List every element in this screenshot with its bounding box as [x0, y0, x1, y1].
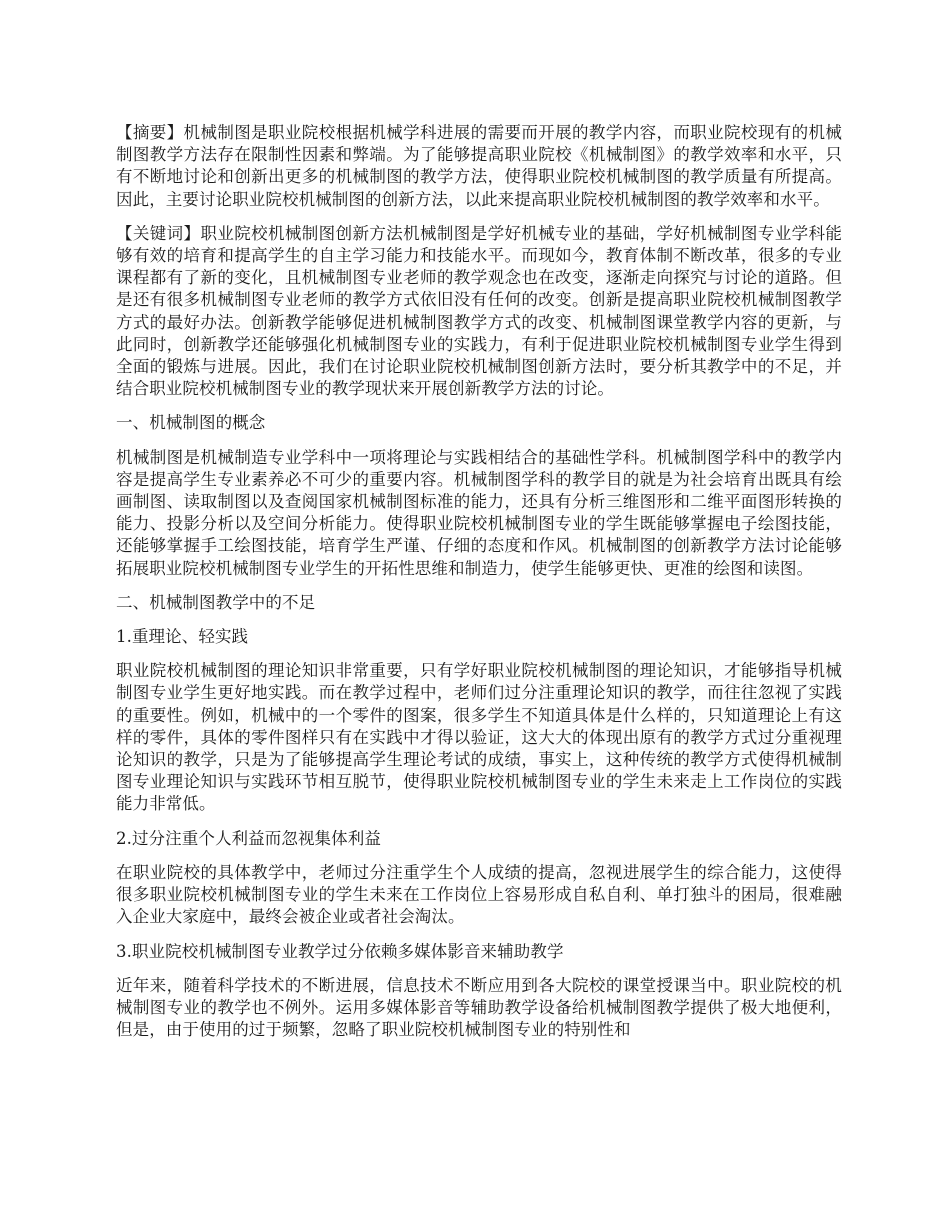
subheading-theory-practice: 1.重理论、轻实践 — [116, 627, 249, 647]
abstract-paragraph: 【摘要】机械制图是职业院校根据机械学科进展的需要而开展的教学内容，而职业院校现有的机械制图教学方法存在限制性因素和弊端。为了能够提高职业院校《机械制图》的教学效率和水平，只有不断地讨论和创新出更多的机械制图的教学方法，使得职业院校机械制图的教学质量有所提高。因此，主要讨论职业院校机械制图的创新方法，以此来提高职业院校机械制图的教学效率和水平。 — [116, 123, 842, 209]
subheading-individual-interest: 2.过分注重个人利益而忽视集体利益 — [116, 828, 381, 848]
body-theory-practice: 职业院校机械制图的理论知识非常重要，只有学好职业院校机械制图的理论知识，才能够指导机械制图专业学生更好地实践。而在教学过程中，老师们过分注重理论知识的教学，而往往忽视了实践的重要性。例如，机械中的一个零件的图案，很多学生不知道具体是什么样的，只知道理论上有这样的零件，具体的零件图样只有在实践中才得以验证，这大大的体现出原有的教学方式过分重视理论知识的教学，只是为了能够提高学生理论考试的成绩，事实上，这种传统的教学方式使得机械制图专业理论知识与实践环节相互脱节，使得职业院校机械制图专业的学生未来走上工作岗位的实践能力非常低。 — [116, 661, 842, 814]
document-page — [116, 122, 842, 1053]
body-multimedia: 近年来，随着科学技术的不断进展，信息技术不断应用到各大院校的课堂授课当中。职业院校的机械制图专业的教学也不例外。运用多媒体影音等辅助教学设备给机械制图教学提供了极大地便利，但是，由于使用的过于频繁，忽略了职业院校机械制图专业的特别性和 — [116, 975, 842, 1040]
section-heading-shortcomings: 二、机械制图教学中的不足 — [116, 592, 316, 612]
section-body-concept: 机械制图是机械制造专业学科中一项将理论与实践相结合的基础性学科。机械制图学科中的教学内容是提高学生专业素养必不可少的重要内容。机械制图学科的教学目的就是为社会培育出既具有绘画制图、读取制图以及查阅国家机械制图标准的能力，还具有分析三维图形和二维平面图形转换的能力、投影分析以及空间分析能力。使得职业院校机械制图专业的学生既能够掌握电子绘图技能，还能够掌握手工绘图技能，培育学生严谨、仔细的态度和作风。机械制图的创新教学方法讨论能够拓展职业院校机械制图专业学生的开拓性思维和制造力，使学生能够更快、更准的绘图和读图。 — [116, 447, 842, 578]
keywords-paragraph: 【关键词】职业院校机械制图创新方法机械制图是学好机械专业的基础，学好机械制图专业学科能够有效的培育和提高学生的自主学习能力和技能水平。而现如今，教育体制不断改革，很多的专业课程都有了新的变化，且机械制图专业老师的教学观念也在改变，逐渐走向探究与讨论的道路。但是还有很多机械制图专业老师的教学方式依旧没有任何的改变。创新是提高职业院校机械制图教学方式的最好办法。创新教学能够促进机械制图教学方式的改变、机械制图课堂教学内容的更新，与此同时，创新教学还能够强化机械制图专业的实践力，有利于促进职业院校机械制图专业学生得到全面的锻炼与进展。因此，我们在讨论职业院校机械制图创新方法时，要分析其教学中的不足，并结合职业院校机械制图专业的教学现状来开展创新教学方法的讨论。 — [116, 223, 842, 399]
body-individual-interest: 在职业院校的具体教学中，老师过分注重学生个人成绩的提高，忽视进展学生的综合能力，这使得很多职业院校机械制图专业的学生未来在工作岗位上容易形成自私自利、单打独斗的困局，很难融入企业大家庭中，最终会被企业或者社会淘汰。 — [116, 862, 842, 927]
subheading-multimedia: 3.职业院校机械制图专业教学过分依赖多媒体影音来辅助教学 — [116, 941, 564, 961]
section-heading-concept: 一、机械制图的概念 — [116, 413, 266, 433]
